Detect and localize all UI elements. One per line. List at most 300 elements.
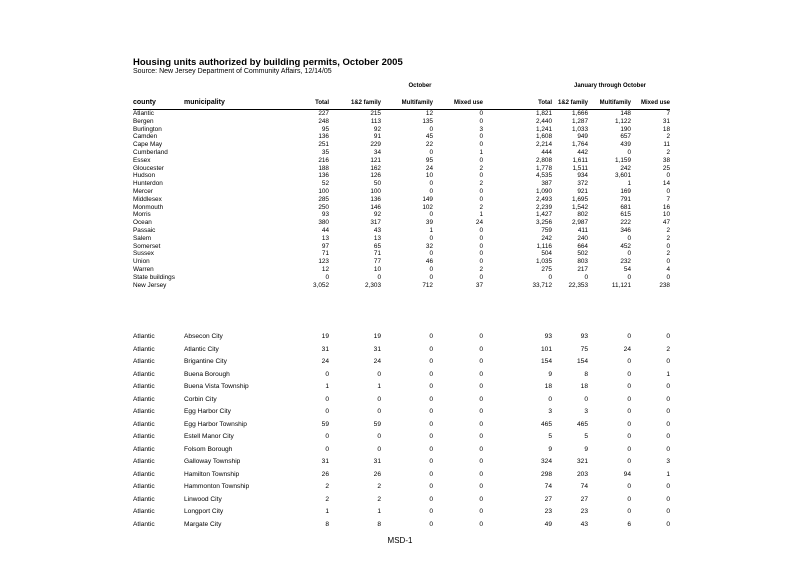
municipality-cell: Corbin City: [184, 395, 217, 403]
oct-total-cell: 3,052: [313, 281, 329, 289]
oct-multi-cell: 0: [429, 345, 433, 353]
ytd-total-cell: 9: [548, 445, 552, 453]
table-row: [133, 243, 670, 251]
oct-family-cell: 0: [377, 445, 381, 453]
ytd-mixed-cell: 16: [662, 203, 670, 211]
ytd-total-cell: 504: [541, 250, 552, 258]
ytd-family-cell: 27: [580, 495, 588, 503]
ytd-total-cell: 275: [541, 265, 552, 273]
col-oct-mixed: Mixed use: [453, 100, 483, 106]
oct-total-cell: 12: [321, 265, 329, 273]
oct-family-cell: 0: [377, 408, 381, 415]
ytd-family-cell: 465: [576, 420, 588, 428]
county-cell: State buildings: [133, 273, 175, 281]
oct-family-cell: 59: [373, 420, 381, 428]
county-cell: Atlantic: [133, 383, 155, 390]
col-oct-multi: Multifamily: [401, 100, 433, 106]
oct-multi-cell: 0: [429, 395, 433, 403]
ytd-family-cell: 75: [580, 345, 588, 353]
ytd-total-cell: 1,821: [536, 110, 552, 117]
municipality-cell: Buena Vista Township: [184, 383, 249, 390]
ytd-total-cell: 1,778: [536, 164, 552, 172]
oct-family-cell: 71: [373, 250, 381, 258]
oct-multi-cell: 45: [425, 133, 433, 141]
ytd-multi-cell: 148: [620, 110, 631, 117]
county-cell: Atlantic: [133, 395, 155, 403]
ytd-multi-cell: 0: [627, 383, 631, 390]
ytd-total-cell: 242: [541, 234, 552, 242]
group-header-ytd: January through October: [573, 83, 646, 89]
oct-multi-cell: 135: [422, 117, 433, 125]
oct-family-cell: 0: [377, 273, 381, 281]
oct-multi-cell: 22: [425, 141, 433, 149]
oct-total-cell: 216: [318, 156, 329, 164]
oct-mixed-cell: 37: [475, 281, 483, 289]
oct-mixed-cell: 0: [479, 520, 483, 528]
county-cell: Atlantic: [133, 508, 155, 515]
ytd-mixed-cell: 0: [666, 420, 670, 428]
ytd-mixed-cell: 0: [666, 520, 670, 528]
oct-multi-cell: 0: [429, 445, 433, 453]
ytd-mixed-cell: 2: [666, 148, 670, 156]
table-row: [133, 211, 670, 219]
oct-mixed-cell: 2: [479, 203, 483, 211]
ytd-multi-cell: 0: [627, 508, 631, 515]
table-row: [133, 133, 670, 141]
ytd-mixed-cell: 14: [662, 180, 670, 188]
ytd-mixed-cell: 47: [662, 219, 670, 227]
ytd-total-cell: 93: [544, 333, 552, 340]
oct-total-cell: 2: [325, 495, 329, 503]
county-cell: Hunterdon: [133, 180, 163, 188]
oct-family-cell: 26: [373, 470, 381, 478]
municipality-cell: Folsom Borough: [184, 445, 233, 453]
ytd-family-cell: 803: [577, 258, 588, 266]
oct-multi-cell: 0: [429, 148, 433, 156]
ytd-total-cell: 298: [540, 470, 552, 478]
oct-total-cell: 26: [321, 470, 329, 478]
ytd-multi-cell: 1,159: [615, 156, 631, 164]
ytd-multi-cell: 439: [620, 141, 631, 149]
col-oct-family: 1&2 family: [350, 100, 381, 106]
ytd-multi-cell: 0: [627, 148, 631, 156]
municipality-cell: Linwood City: [184, 495, 222, 503]
table-row: [133, 227, 670, 235]
ytd-multi-cell: 0: [627, 250, 631, 258]
oct-total-cell: 8: [325, 520, 329, 528]
ytd-mixed-cell: 25: [662, 164, 670, 172]
ytd-mixed-cell: 0: [666, 508, 670, 515]
ytd-family-cell: 1,611: [572, 156, 588, 164]
oct-total-cell: 123: [318, 258, 329, 266]
oct-family-cell: 0: [377, 370, 381, 378]
county-cell: Cape May: [133, 141, 163, 149]
table-row: [133, 204, 670, 212]
oct-mixed-cell: 1: [479, 148, 483, 156]
ytd-mixed-cell: 0: [666, 495, 670, 503]
county-cell: Middlesex: [133, 195, 162, 203]
oct-multi-cell: 0: [429, 520, 433, 528]
ytd-family-cell: 502: [577, 250, 588, 258]
table-row: [133, 235, 670, 243]
table-row: [133, 508, 670, 521]
county-cell: Atlantic: [133, 420, 155, 428]
oct-total-cell: 93: [321, 211, 329, 219]
oct-total-cell: 31: [321, 345, 329, 353]
oct-family-cell: 0: [377, 395, 381, 403]
oct-multi-cell: 32: [425, 242, 433, 250]
county-cell: Atlantic: [133, 358, 155, 365]
oct-total-cell: 380: [318, 219, 329, 227]
oct-family-cell: 65: [373, 242, 381, 250]
table-row: [133, 333, 670, 346]
ytd-mixed-cell: 18: [662, 125, 670, 133]
ytd-mixed-cell: 2: [666, 234, 670, 242]
oct-total-cell: 0: [325, 395, 329, 403]
county-cell: Cumberland: [133, 148, 168, 156]
table-row: [133, 471, 670, 484]
oct-family-cell: 92: [373, 125, 381, 133]
ytd-mixed-cell: 0: [666, 273, 670, 281]
oct-multi-cell: 0: [429, 458, 433, 465]
ytd-family-cell: 372: [577, 180, 588, 188]
ytd-mixed-cell: 1: [666, 470, 670, 478]
oct-family-cell: 0: [377, 433, 381, 440]
col-municipality: municipality: [184, 99, 225, 106]
oct-multi-cell: 24: [425, 164, 433, 172]
county-cell: New Jersey: [133, 281, 167, 289]
oct-multi-cell: 0: [429, 408, 433, 415]
oct-total-cell: 188: [318, 164, 329, 172]
oct-mixed-cell: 0: [479, 242, 483, 250]
oct-family-cell: 1: [377, 383, 381, 390]
ytd-total-cell: 23: [544, 508, 552, 515]
oct-multi-cell: 149: [422, 195, 433, 203]
county-cell: Atlantic: [133, 470, 155, 478]
municipality-cell: Margate City: [184, 520, 222, 528]
municipality-cell: Estell Manor City: [184, 433, 234, 440]
ytd-multi-cell: 3,601: [615, 172, 631, 180]
table-row: [133, 496, 670, 509]
ytd-multi-cell: 0: [627, 358, 631, 365]
county-cell: Passaic: [133, 226, 156, 234]
oct-family-cell: 43: [373, 226, 381, 234]
oct-multi-cell: 0: [429, 433, 433, 440]
table-row: [133, 458, 670, 471]
ytd-total-cell: 1,608: [536, 133, 552, 141]
oct-total-cell: 24: [321, 358, 329, 365]
oct-mixed-cell: 0: [479, 156, 483, 164]
table-row: [133, 141, 670, 149]
ytd-family-cell: 8: [584, 370, 588, 378]
oct-mixed-cell: 0: [479, 226, 483, 234]
oct-mixed-cell: 0: [479, 172, 483, 180]
ytd-total-cell: 387: [541, 180, 552, 188]
county-cell: Union: [133, 258, 150, 266]
county-cell: Essex: [133, 156, 151, 164]
ytd-multi-cell: 94: [623, 470, 631, 478]
oct-family-cell: 146: [370, 203, 381, 211]
oct-multi-cell: 0: [429, 483, 433, 490]
ytd-multi-cell: 657: [620, 133, 631, 141]
ytd-multi-cell: 452: [620, 242, 631, 250]
oct-total-cell: 0: [325, 433, 329, 440]
county-cell: Atlantic: [133, 495, 155, 503]
county-cell: Atlantic: [133, 333, 155, 340]
ytd-multi-cell: 54: [623, 265, 631, 273]
oct-mixed-cell: 0: [479, 420, 483, 428]
report-source: Source: New Jersey Department of Community Affairs, 12/14/05: [133, 68, 332, 75]
oct-total-cell: 1: [325, 508, 329, 515]
ytd-mixed-cell: 0: [666, 433, 670, 440]
ytd-total-cell: 1,035: [536, 258, 552, 266]
municipality-cell: Galloway Township: [184, 458, 241, 465]
oct-mixed-cell: 0: [479, 495, 483, 503]
oct-total-cell: 71: [321, 250, 329, 258]
ytd-multi-cell: 11,121: [611, 281, 631, 289]
ytd-mixed-cell: 238: [659, 281, 670, 289]
ytd-total-cell: 3,256: [536, 219, 552, 227]
oct-family-cell: 34: [373, 148, 381, 156]
municipality-cell: Brigantine City: [184, 358, 227, 365]
oct-multi-cell: 0: [429, 273, 433, 281]
table-row: [133, 149, 670, 157]
ytd-family-cell: 5: [584, 433, 588, 440]
county-cell: Atlantic: [133, 520, 155, 528]
county-cell: Ocean: [133, 219, 152, 227]
oct-multi-cell: 0: [429, 420, 433, 428]
ytd-multi-cell: 190: [620, 125, 631, 133]
oct-mixed-cell: 2: [479, 164, 483, 172]
oct-family-cell: 2: [377, 483, 381, 490]
county-cell: Gloucester: [133, 164, 164, 172]
ytd-family-cell: 1,764: [572, 141, 588, 149]
ytd-total-cell: 9: [548, 370, 552, 378]
ytd-total-cell: 324: [540, 458, 552, 465]
county-cell: Atlantic: [133, 445, 155, 453]
table-row: [133, 180, 670, 188]
ytd-mixed-cell: 0: [666, 383, 670, 390]
ytd-multi-cell: 0: [627, 273, 631, 281]
oct-total-cell: 44: [321, 226, 329, 234]
oct-multi-cell: 0: [429, 125, 433, 133]
ytd-mixed-cell: 0: [666, 358, 670, 365]
ytd-family-cell: 93: [580, 333, 588, 340]
county-cell: Sussex: [133, 250, 154, 258]
oct-mixed-cell: 0: [479, 187, 483, 195]
oct-mixed-cell: 2: [479, 180, 483, 188]
oct-mixed-cell: 0: [479, 470, 483, 478]
oct-mixed-cell: 1: [479, 211, 483, 219]
oct-mixed-cell: 24: [475, 219, 483, 227]
ytd-multi-cell: 0: [627, 370, 631, 378]
ytd-total-cell: 2,493: [536, 195, 552, 203]
county-cell: Morris: [133, 211, 151, 219]
municipality-cell: Longport City: [184, 508, 224, 515]
ytd-total-cell: 1,090: [536, 187, 552, 195]
ytd-multi-cell: 0: [627, 395, 631, 403]
ytd-family-cell: 3: [584, 408, 588, 415]
col-oct-total: Total: [315, 100, 329, 106]
oct-total-cell: 35: [321, 148, 329, 156]
ytd-multi-cell: 0: [627, 433, 631, 440]
column-header-row: [133, 100, 670, 110]
ytd-family-cell: 1,511: [572, 164, 588, 172]
ytd-mixed-cell: 0: [666, 445, 670, 453]
oct-multi-cell: 0: [429, 470, 433, 478]
oct-mixed-cell: 0: [479, 141, 483, 149]
table-row: [133, 118, 670, 126]
county-cell: Bergen: [133, 117, 154, 125]
oct-total-cell: 227: [318, 110, 329, 117]
group-header-october: October: [408, 83, 432, 89]
oct-family-cell: 1: [377, 508, 381, 515]
oct-mixed-cell: 0: [479, 345, 483, 353]
oct-total-cell: 52: [321, 180, 329, 188]
table-row: [133, 274, 670, 282]
oct-family-cell: 121: [370, 156, 381, 164]
oct-multi-cell: 0: [429, 333, 433, 340]
ytd-multi-cell: 24: [623, 345, 631, 353]
ytd-family-cell: 1,287: [572, 117, 588, 125]
ytd-family-cell: 921: [577, 187, 588, 195]
oct-mixed-cell: 0: [479, 458, 483, 465]
ytd-multi-cell: 232: [620, 258, 631, 266]
ytd-total-cell: 33,712: [532, 281, 552, 289]
oct-mixed-cell: 0: [479, 433, 483, 440]
ytd-total-cell: 18: [544, 383, 552, 390]
oct-mixed-cell: 0: [479, 234, 483, 242]
ytd-multi-cell: 1,122: [615, 117, 631, 125]
oct-total-cell: 285: [318, 195, 329, 203]
oct-family-cell: 2,303: [365, 281, 381, 289]
ytd-multi-cell: 0: [627, 495, 631, 503]
table-row: [133, 165, 670, 173]
report-title: Housing units authorized by building permits, October 2005: [133, 57, 403, 68]
oct-multi-cell: 0: [429, 211, 433, 219]
oct-mixed-cell: 0: [479, 258, 483, 266]
ytd-total-cell: 0: [548, 273, 552, 281]
oct-family-cell: 215: [370, 110, 381, 117]
ytd-mixed-cell: 0: [666, 395, 670, 403]
ytd-family-cell: 217: [577, 265, 588, 273]
ytd-total-cell: 1,241: [536, 125, 552, 133]
county-cell: Hudson: [133, 172, 156, 180]
ytd-total-cell: 49: [544, 520, 552, 528]
oct-family-cell: 10: [373, 265, 381, 273]
oct-total-cell: 0: [325, 445, 329, 453]
ytd-total-cell: 1,116: [536, 242, 552, 250]
ytd-multi-cell: 791: [620, 195, 631, 203]
table-row: [133, 219, 670, 227]
county-cell: Burlington: [133, 125, 162, 133]
oct-mixed-cell: 3: [479, 125, 483, 133]
table-row: [133, 172, 670, 180]
ytd-family-cell: 240: [577, 234, 588, 242]
ytd-multi-cell: 169: [620, 187, 631, 195]
ytd-mixed-cell: 7: [666, 195, 670, 203]
ytd-family-cell: 9: [584, 445, 588, 453]
oct-multi-cell: 0: [429, 370, 433, 378]
oct-multi-cell: 0: [429, 495, 433, 503]
oct-mixed-cell: 0: [479, 445, 483, 453]
oct-total-cell: 0: [325, 370, 329, 378]
table-row: [133, 110, 670, 118]
oct-mixed-cell: 0: [479, 195, 483, 203]
ytd-family-cell: 23: [580, 508, 588, 515]
ytd-family-cell: 321: [576, 458, 588, 465]
oct-mixed-cell: 0: [479, 333, 483, 340]
oct-mixed-cell: 0: [479, 133, 483, 141]
table-row: [133, 258, 670, 266]
ytd-total-cell: 2,239: [536, 203, 552, 211]
oct-multi-cell: 39: [425, 219, 433, 227]
ytd-mixed-cell: 2: [666, 250, 670, 258]
oct-multi-cell: 0: [429, 383, 433, 390]
oct-family-cell: 229: [370, 141, 381, 149]
ytd-total-cell: 465: [540, 420, 552, 428]
ytd-mixed-cell: 0: [666, 187, 670, 195]
municipal-table: [133, 333, 670, 533]
ytd-multi-cell: 222: [620, 219, 631, 227]
ytd-family-cell: 1,695: [572, 195, 588, 203]
table-row: [133, 408, 670, 421]
ytd-family-cell: 949: [577, 133, 588, 141]
oct-multi-cell: 0: [429, 358, 433, 365]
ytd-total-cell: 74: [544, 483, 552, 490]
ytd-mixed-cell: 0: [666, 258, 670, 266]
oct-multi-cell: 12: [425, 110, 433, 117]
table-row: [133, 521, 670, 534]
table-row: [133, 383, 670, 396]
oct-family-cell: 162: [370, 164, 381, 172]
municipality-cell: Egg Harbor Township: [184, 420, 247, 428]
oct-family-cell: 13: [373, 234, 381, 242]
ytd-mixed-cell: 0: [666, 242, 670, 250]
oct-multi-cell: 10: [425, 172, 433, 180]
table-row: [133, 250, 670, 258]
oct-multi-cell: 95: [425, 156, 433, 164]
oct-mixed-cell: 0: [479, 250, 483, 258]
ytd-family-cell: 154: [576, 358, 588, 365]
ytd-family-cell: 664: [577, 242, 588, 250]
county-cell: Camden: [133, 133, 158, 141]
ytd-mixed-cell: 2: [666, 345, 670, 353]
oct-total-cell: 1: [325, 383, 329, 390]
ytd-multi-cell: 0: [627, 458, 631, 465]
ytd-family-cell: 934: [577, 172, 588, 180]
oct-multi-cell: 0: [429, 187, 433, 195]
ytd-mixed-cell: 3: [666, 458, 670, 465]
oct-family-cell: 91: [373, 133, 381, 141]
table-row: [133, 196, 670, 204]
oct-multi-cell: 1: [429, 226, 433, 234]
ytd-mixed-cell: 0: [666, 172, 670, 180]
oct-mixed-cell: 0: [479, 483, 483, 490]
municipality-cell: Hammonton Township: [184, 483, 250, 490]
ytd-mixed-cell: 0: [666, 408, 670, 415]
oct-total-cell: 2: [325, 483, 329, 490]
ytd-family-cell: 1,033: [572, 125, 588, 133]
oct-total-cell: 0: [325, 408, 329, 415]
ytd-mixed-cell: 0: [666, 333, 670, 340]
col-county: county: [133, 99, 156, 106]
oct-family-cell: 24: [373, 358, 381, 365]
col-ytd-multi: Multifamily: [599, 100, 631, 106]
ytd-total-cell: 2,808: [536, 156, 552, 164]
ytd-family-cell: 203: [576, 470, 588, 478]
ytd-multi-cell: 615: [620, 211, 631, 219]
